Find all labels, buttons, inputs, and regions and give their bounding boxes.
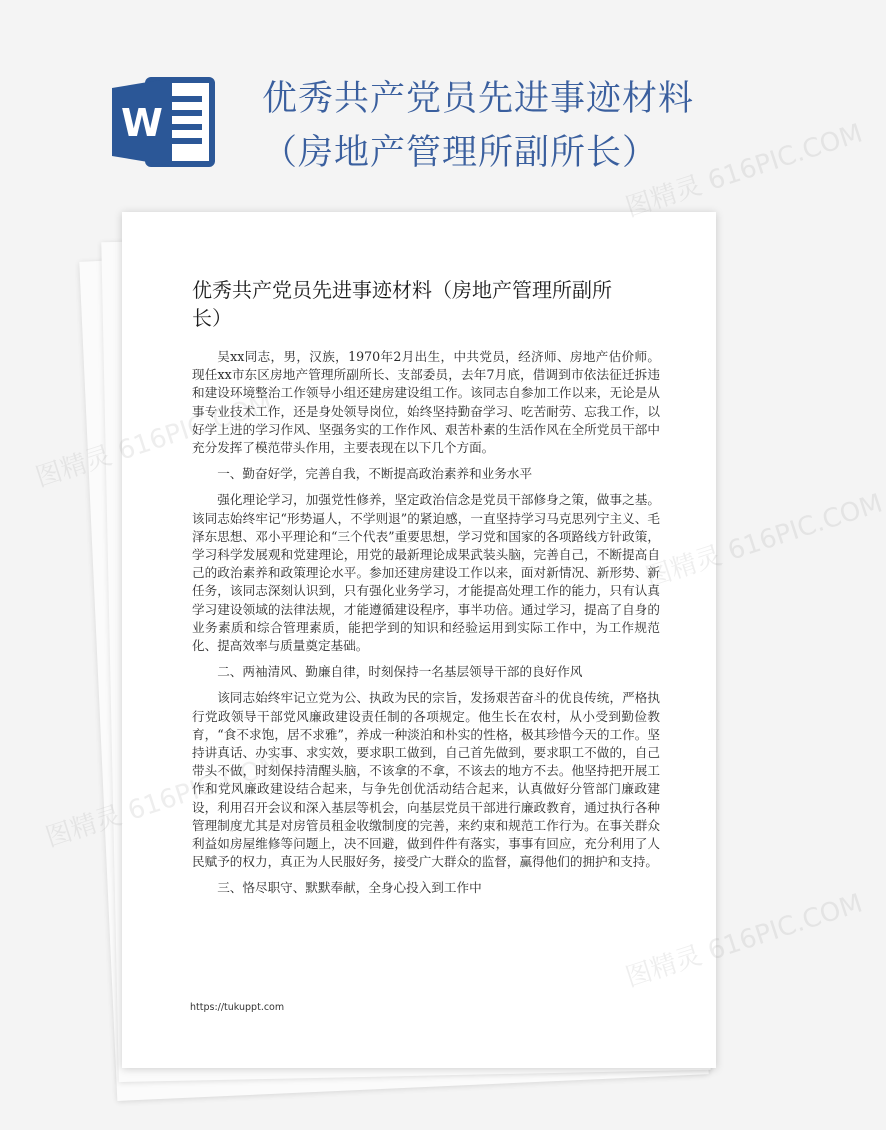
- svg-text:W: W: [121, 101, 163, 145]
- section-heading: 二、两袖清风、勤廉自律，时刻保持一名基层领导干部的良好作风: [217, 664, 583, 680]
- header-title: 优秀共产党员先进事迹材料（房地产管理所副所长）: [262, 79, 695, 173]
- paragraph: 该同志始终牢记立党为公、执政为民的宗旨，发扬艰苦奋斗的优良传统，严格执行党政领导干部党风廉政建设责任制的各项规定。他生长在农村，从小受到勤俭教育，“食不求饱，居不求雅”，养成一种淡泊和朴实的性格，极其珍惜今天的工作。坚持讲真话、办实事、求实效，要求职工做到，自己首先做到，要求职工不做的，自己带头不做，时刻保持清醒头脑，不该拿的不拿，不该去的地方不去。他坚持把开展工作和党风廉政建设结合起来，与争先创优活动结合起来，认真做好分管部门廉政建设，利用召开会议和深入基层等机会，向基层党员干部进行廉政教育，通过执行各种管理制度尤其是对房管员租金收缴制度的完善，来约束和规范工作行为。在事关群众利益如房屋维修等问题上，决不回避，做到件件有落实，事事有回应，充分利用了人民赋予的权力，真正为人民服好务，接受广大群众的监督，赢得他们的拥护和支持。: [192, 690, 660, 870]
- watermark: 图精灵: [42, 800, 126, 854]
- watermark: 图精灵 616PIC.COM: [642, 488, 886, 594]
- section-heading: 三、恪尽职守、默默奉献，全身心投入到工作中: [217, 880, 482, 896]
- document-page: [122, 212, 716, 1068]
- watermark: 图精灵: [32, 440, 116, 494]
- watermark: 图精灵 616PIC.COM: [622, 888, 867, 994]
- footer-url: https://tukuppt.com: [190, 1002, 285, 1013]
- watermark: 图精灵 616PIC.COM: [622, 118, 867, 224]
- section-heading: 一、勤奋好学，完善自我，不断提高政治素养和业务水平: [217, 466, 533, 482]
- paragraph: 吴xx同志，男，汉族，1970年2月出生，中共党员，经济师、房地产估价师。现任xx市东区房地产管理所副所长、支部委员，去年7月底，借调到市依法征迁拆违和建设环境整治工作领导小组还建房建设组工作。该同志自参加工作以来，无论是从事专业技术工作，还是身处领导岗位，始终坚持勤奋学习、吃苦耐劳、忘我工作，以好学上进的学习作风、坚强务实的工作作风、艰苦朴素的生活作风在全所党员干部中充分发挥了模范带头作用，主要表现在以下几个方面。: [192, 349, 660, 456]
- document-title: 优秀共产党员先进事迹材料（房地产管理所副所长）: [192, 278, 612, 330]
- document-body: [192, 348, 660, 906]
- word-document-icon: [112, 76, 216, 168]
- paragraph: 强化理论学习，加强党性修养，坚定政治信念是党员干部修身之策，做事之基。该同志始终牢记“形势逼人，不学则退”的紧迫感，一直坚持学习马克思列宁主义、毛泽东思想、邓小平理论和“三个代表”重要思想，学习党和国家的各项路线方针政策，学习科学发展观和党建理论，用党的最新理论成果武装头脑，完善自己，不断提高自己的政治素养和政策理论水平。参加还建房建设工作以来，面对新情况、新形势、新任务，该同志深刻认识到，只有强化业务学习，才能提高处理工作的能力，只有认真学习建设领域的法律法规，才能遵循建设程序，事半功倍。通过学习，提高了自身的业务素质和综合管理素质，能把学到的知识和经验运用到实际工作中，为工作规范化、提高效率与质量奠定基础。: [192, 492, 660, 654]
